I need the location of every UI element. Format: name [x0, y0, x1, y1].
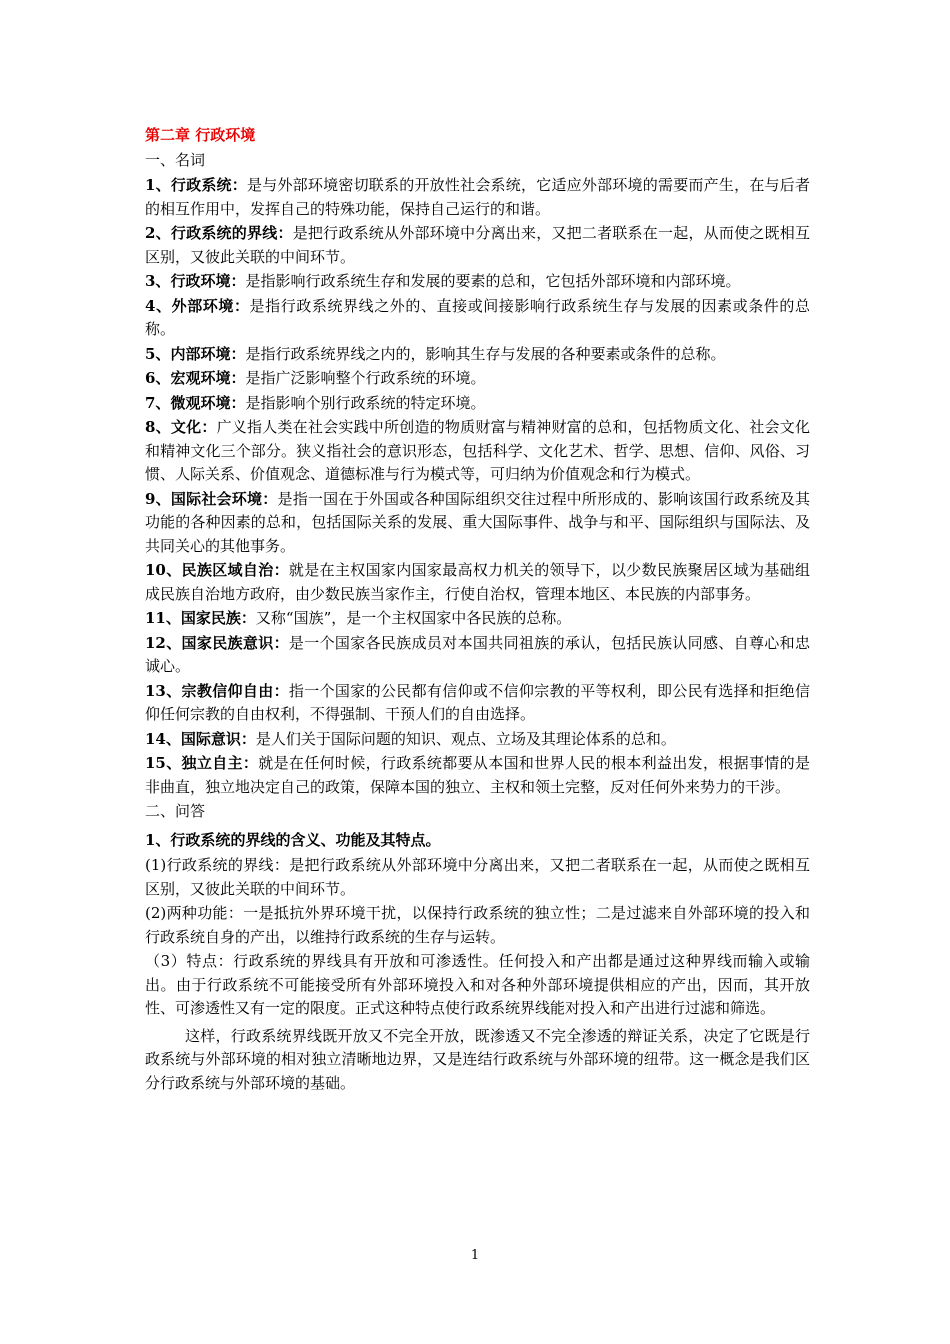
term-label: 11、国家民族： [145, 609, 256, 627]
term-entry [145, 174, 810, 221]
term-definition: 是指行政系统界线之内的，影响其生存与发展的各种要素或条件的总称。 [245, 344, 726, 363]
term-definition: 是指影响个别行政系统的特定环境。 [245, 393, 486, 412]
term-definition: 指一个国家的公民都有信仰或不信仰宗教的平等权利，即公民有选择和拒绝信仰任何宗教的自由权利，不得强制、干预人们的自由选择。 [145, 681, 810, 723]
term-label: 14、国际意识： [145, 729, 256, 748]
term-definition: 是人们关于国际问题的知识、观点、立场及其理论体系的总和。 [255, 729, 676, 748]
term-entry [145, 416, 810, 487]
term-entry [145, 607, 810, 631]
term-entry [145, 488, 810, 559]
term-label: 2、行政系统的界线： [145, 224, 293, 242]
term-definition: 是指影响行政系统生存和发展的要素的总和，它包括外部环境和内部环境。 [245, 272, 741, 290]
answer-paragraph: (1)行政系统的界线：是把行政系统从外部环境中分离出来，又把二者联系在一起，从而使之既相互区别，又彼此关联的中间环节。 [145, 856, 810, 898]
term-entry [145, 559, 810, 606]
term-entry [145, 270, 810, 294]
term-list [145, 174, 810, 799]
term-entry [145, 295, 810, 342]
term-label: 8、文化： [145, 418, 217, 436]
term-label: 9、国际社会环境： [145, 489, 278, 508]
term-label: 3、行政环境： [145, 272, 246, 290]
term-label: 6、宏观环境： [145, 369, 246, 387]
term-definition: 是指广泛影响整个行政系统的环境。 [245, 369, 486, 387]
term-definition: 广义指人类在社会实践中所创造的物质财富与精神财富的总和，包括物质文化、社会文化和精神文化三个部分。狭义指社会的意识形态，包括科学、文化艺术、哲学、思想、信仰、风俗、习惯、人际关系、价值观念、道德标准与行为模式等，可归纳为价值观念和行为模式。 [145, 418, 810, 483]
term-label: 5、内部环境： [145, 344, 246, 363]
term-entry [145, 392, 810, 416]
term-entry [145, 680, 810, 727]
term-entry [145, 752, 810, 799]
term-entry [145, 632, 810, 679]
term-entry [145, 367, 810, 391]
summary-paragraph: 这样，行政系统界线既开放又不完全开放，既渗透又不完全渗透的辩证关系，决定了它既是行政系统与外部环境的相对独立清晰地边界，又是连结行政系统与外部环境的纽带。这一概念是我们区分行政系统与外部环境的基础。 [145, 1026, 810, 1092]
chapter-title: 第二章 行政环境 [145, 126, 256, 144]
page-number: 1 [470, 1248, 480, 1263]
term-entry [145, 728, 810, 752]
section-heading-qa: 二、问答 [145, 802, 206, 820]
term-definition: 是指行政系统界线之外的、直接或间接影响行政系统生存与发展的因素或条件的总称。 [145, 296, 810, 338]
answer-paragraph: （3）特点：行政系统的界线具有开放和可渗透性。任何投入和产出都是通过这种界线而输入或输出。由于行政系统不可能接受所有外部环境投入和对各种外部环境提供相应的产出，因而，其开放性、可渗透性又有一定的限度。正式这种特点使行政系统界线能对投入和产出进行过滤和筛选。 [145, 952, 810, 1017]
term-definition: 是把行政系统从外部环境中分离出来，又把二者联系在一起，从而使之既相互区别，又彼此关联的中间环节。 [145, 224, 810, 266]
answer-paragraph: (2)两种功能：一是抵抗外界环境干扰，以保持行政系统的独立性；二是过滤来自外部环境的投入和行政系统自身的产出，以维持行政系统的生存与运转。 [145, 904, 810, 946]
term-label: 13、宗教信仰自由： [145, 681, 289, 700]
term-definition: 就是在任何时候，行政系统都要从本国和世界人民的根本利益出发，根据事情的是非曲直，独立地决定自己的政策，保障本国的独立、主权和领土完整，反对任何外来势力的干涉。 [145, 754, 810, 796]
term-label: 4、外部环境： [145, 296, 250, 315]
term-label: 10、民族区域自治： [145, 561, 289, 579]
term-entry [145, 343, 810, 367]
term-label: 1、行政系统： [145, 176, 248, 194]
term-definition: 是一个国家各民族成员对本国共同祖族的承认，包括民族认同感、自尊心和忠诚心。 [145, 633, 810, 675]
term-definition: 是与外部环境密切联系的开放性社会系统，它适应外部环境的需要而产生，在与后者的相互作用中，发挥自己的特殊功能，保持自己运行的和谐。 [145, 176, 810, 218]
term-entry [145, 222, 810, 269]
section-heading-terms: 一、名词 [145, 151, 206, 169]
term-definition: 就是在主权国家内国家最高权力机关的领导下，以少数民族聚居区域为基础组成民族自治地方政府，由少数民族当家作主，行使自治权，管理本地区、本民族的内部事务。 [145, 561, 810, 603]
term-label: 7、微观环境： [145, 393, 246, 412]
term-label: 15、独立自主： [145, 754, 259, 772]
term-label: 12、国家民族意识： [145, 633, 289, 652]
term-definition: 又称“国族”，是一个主权国家中各民族的总称。 [255, 609, 572, 627]
term-definition: 是指一国在于外国或各种国际组织交往过程中所形成的、影响该国行政系统及其功能的各种因素的总和，包括国际关系的发展、重大国际事件、战争与和平、国际组织与国际法、及共同关心的其他事务。 [145, 489, 810, 555]
document-page [145, 124, 810, 1096]
question-title: 1、行政系统的界线的含义、功能及其特点。 [145, 831, 441, 849]
